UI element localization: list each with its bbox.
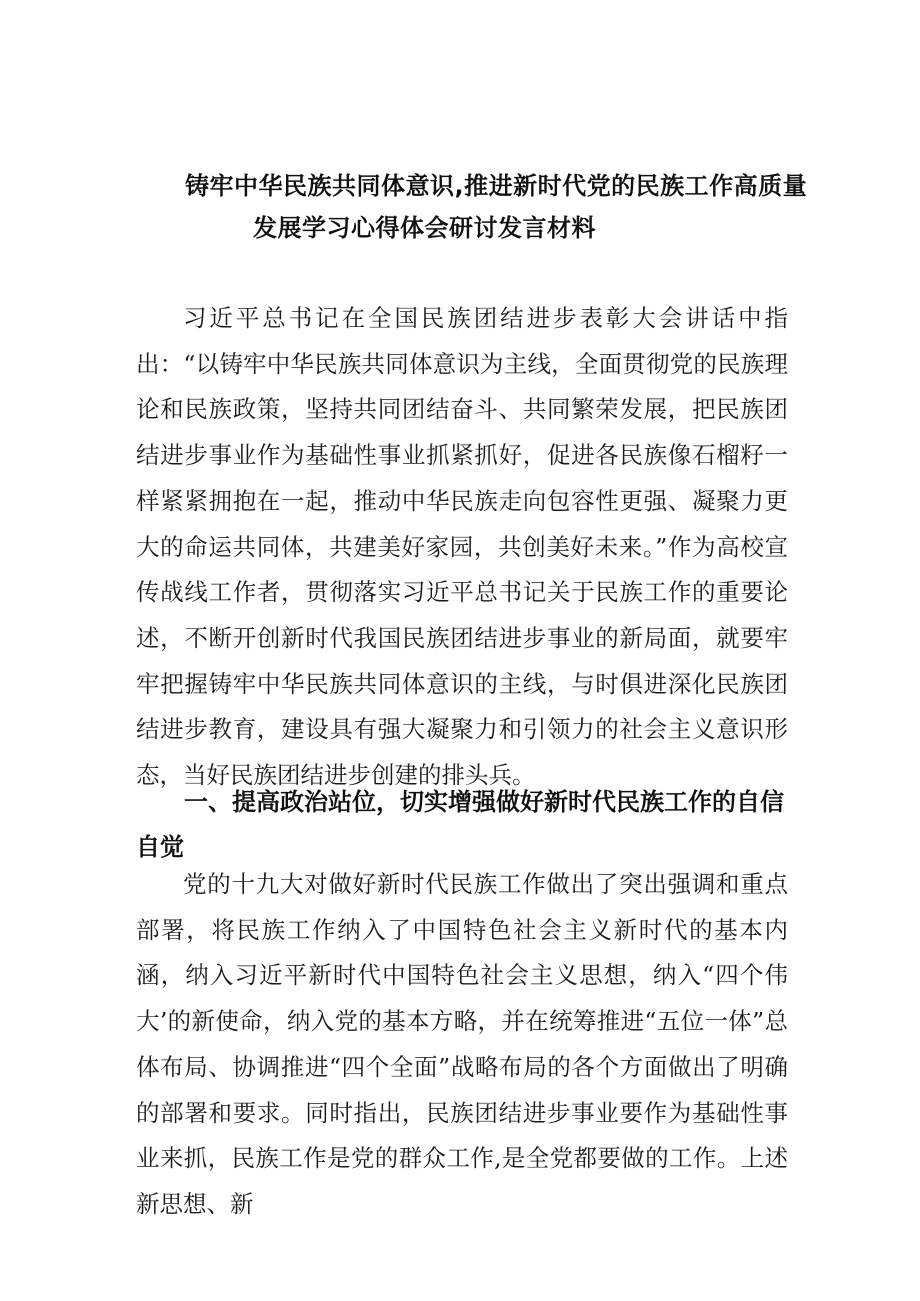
section-1-paragraph: 党的十九大对做好新时代民族工作做出了突出强调和重点部署，将民族工作纳入了中国特色社会主义新时代的基本内涵，纳入习近平新时代中国特色社会主义思想，纳入“四个伟大’的新使命，纳入党的基本方略，并在统筹推进“五位一体”总体布局、协调推进“四个全面”战略布局的各个方面做出了明确的部署和要求。同时指出，民族团结进步事业要作为基础性事业来抓，民族工作是党的群众工作,是全党都要做的工作。上述新思想、新 (136, 870, 788, 1218)
document-title-line-2: 发展学习心得体会研讨发言材料 (253, 214, 596, 242)
section-heading-1: 一、提高政治站位，切实增强做好新时代民族工作的自信自觉 (136, 788, 784, 861)
document-title-line-1: 铸牢中华民族共同体意识,推进新时代党的民族工作高质量 (185, 172, 808, 200)
intro-paragraph: 习近平总书记在全国民族团结进步表彰大会讲话中指出：“以铸牢中华民族共同体意识为主线，全面贯彻党的民族理论和民族政策，坚持共同团结奋斗、共同繁荣发展，把民族团结进步事业作为基础性事业抓紧抓好，促进各民族像石榴籽一样紧紧拥抱在一起，推动中华民族走向包容性更强、凝聚力更大的命运共同体，共建美好家园，共创美好未来。”作为高校宣传战线工作者，贯彻落实习近平总书记关于民族工作的重要论述，不断开创新时代我国民族团结进步事业的新局面，就要牢牢把握铸牢中华民族共同体意识的主线，与时俱进深化民族团结进步教育，建设具有强大凝聚力和引领力的社会主义意识形态，当好民族团结进步创建的排头兵。 (136, 304, 788, 790)
